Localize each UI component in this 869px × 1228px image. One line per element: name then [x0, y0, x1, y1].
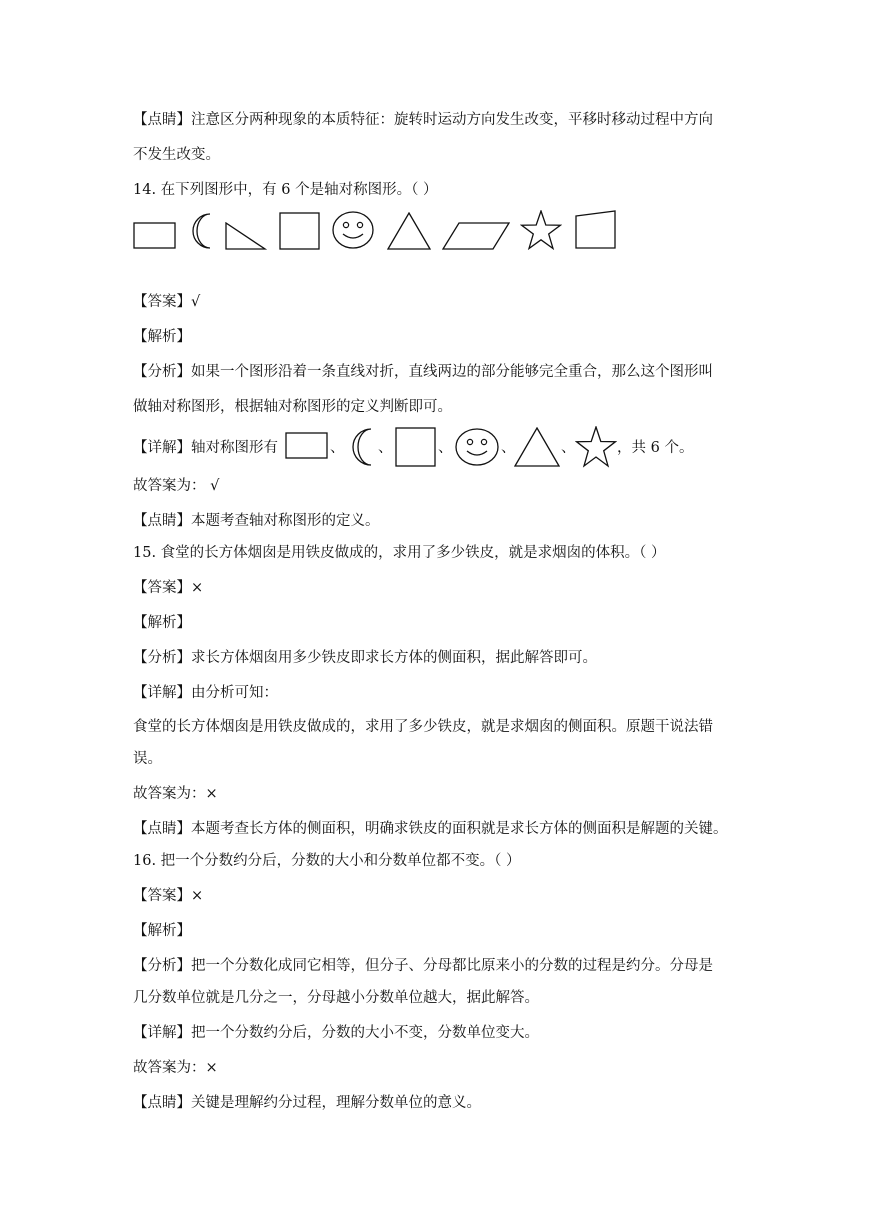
q15-question: 15. 食堂的长方体烟囱是用铁皮做成的，求用了多少铁皮，就是求烟囱的体积。（ ）: [133, 545, 666, 561]
square-icon: [395, 427, 437, 467]
rectangle-icon: [133, 222, 177, 250]
q15-note: 【点睛】本题考查长方体的侧面积，明确求铁皮的面积就是求长方体的侧面积是解题的关键。: [133, 821, 728, 837]
smiley-face-icon: [454, 427, 500, 467]
q15-detail-line1: 食堂的长方体烟囱是用铁皮做成的，求用了多少铁皮，就是求烟囱的侧面积。原题干说法错: [133, 719, 713, 735]
q14-answer: 【答案】√: [133, 294, 201, 310]
separator: 、: [438, 440, 453, 456]
q14-final-answer: 故答案为： √: [133, 478, 220, 494]
q16-analysis-heading: 【解析】: [133, 923, 191, 939]
q16-detail: 【详解】把一个分数约分后，分数的大小不变，分数单位变大。: [133, 1025, 539, 1041]
q16-final-answer: 故答案为：×: [133, 1060, 218, 1076]
smiley-face-icon: [331, 210, 375, 250]
q14-detail: [133, 425, 733, 469]
q14-note: 【点睛】本题考查轴对称图形的定义。: [133, 513, 380, 529]
q16-analysis-line1: 【分析】把一个分数化成同它相等，但分子、分母都比原来小的分数的过程是约分。分母是: [133, 958, 713, 974]
q15-answer: 【答案】×: [133, 580, 204, 596]
q14-detail-suffix: ，共 6 个。: [617, 440, 694, 456]
separator: 、: [378, 440, 393, 456]
parallelogram-icon: [442, 222, 510, 250]
q14-analysis-line1: 【分析】如果一个图形沿着一条直线对折，直线两边的部分能够完全重合，那么这个图形叫: [133, 364, 713, 380]
right-triangle-icon: [225, 222, 267, 250]
q14-question: 14. 在下列图形中，有 6 个是轴对称图形。（ ）: [133, 182, 438, 198]
q16-question: 16. 把一个分数约分后，分数的大小和分数单位都不变。（ ）: [133, 853, 521, 869]
q14-shape-row: [133, 210, 633, 252]
q15-analysis-heading: 【解析】: [133, 615, 191, 631]
triangle-icon: [387, 212, 431, 250]
crescent-moon-icon: [184, 212, 216, 250]
star-icon: [575, 426, 617, 468]
prev-note-line2: 不发生改变。: [133, 147, 220, 163]
trapezoid-icon: [575, 210, 617, 250]
square-icon: [279, 212, 321, 250]
q14-detail-prefix: 【详解】轴对称图形有: [133, 440, 278, 456]
triangle-icon: [514, 427, 560, 467]
q14-analysis-line2: 做轴对称图形，根据轴对称图形的定义判断即可。: [133, 399, 452, 415]
prev-note-line1: 【点睛】注意区分两种现象的本质特征：旋转时运动方向发生改变，平移时移动过程中方向: [133, 112, 713, 128]
rectangle-icon: [285, 432, 329, 460]
q15-detail-line2: 误。: [133, 751, 162, 767]
q16-answer: 【答案】×: [133, 888, 204, 904]
separator: 、: [501, 440, 516, 456]
separator: 、: [330, 440, 345, 456]
q15-analysis: 【分析】求长方体烟囱用多少铁皮即求长方体的侧面积，据此解答即可。: [133, 650, 597, 666]
q14-analysis-heading: 【解析】: [133, 329, 191, 345]
q15-final-answer: 故答案为：×: [133, 786, 218, 802]
q15-detail-heading: 【详解】由分析可知：: [133, 685, 278, 701]
separator: 、: [561, 440, 576, 456]
star-icon: [520, 210, 562, 250]
q16-analysis-line2: 几分数单位就是几分之一，分母越小分数单位越大，据此解答。: [133, 990, 539, 1006]
q16-note: 【点睛】关键是理解约分过程，理解分数单位的意义。: [133, 1095, 481, 1111]
crescent-moon-icon: [345, 427, 377, 467]
